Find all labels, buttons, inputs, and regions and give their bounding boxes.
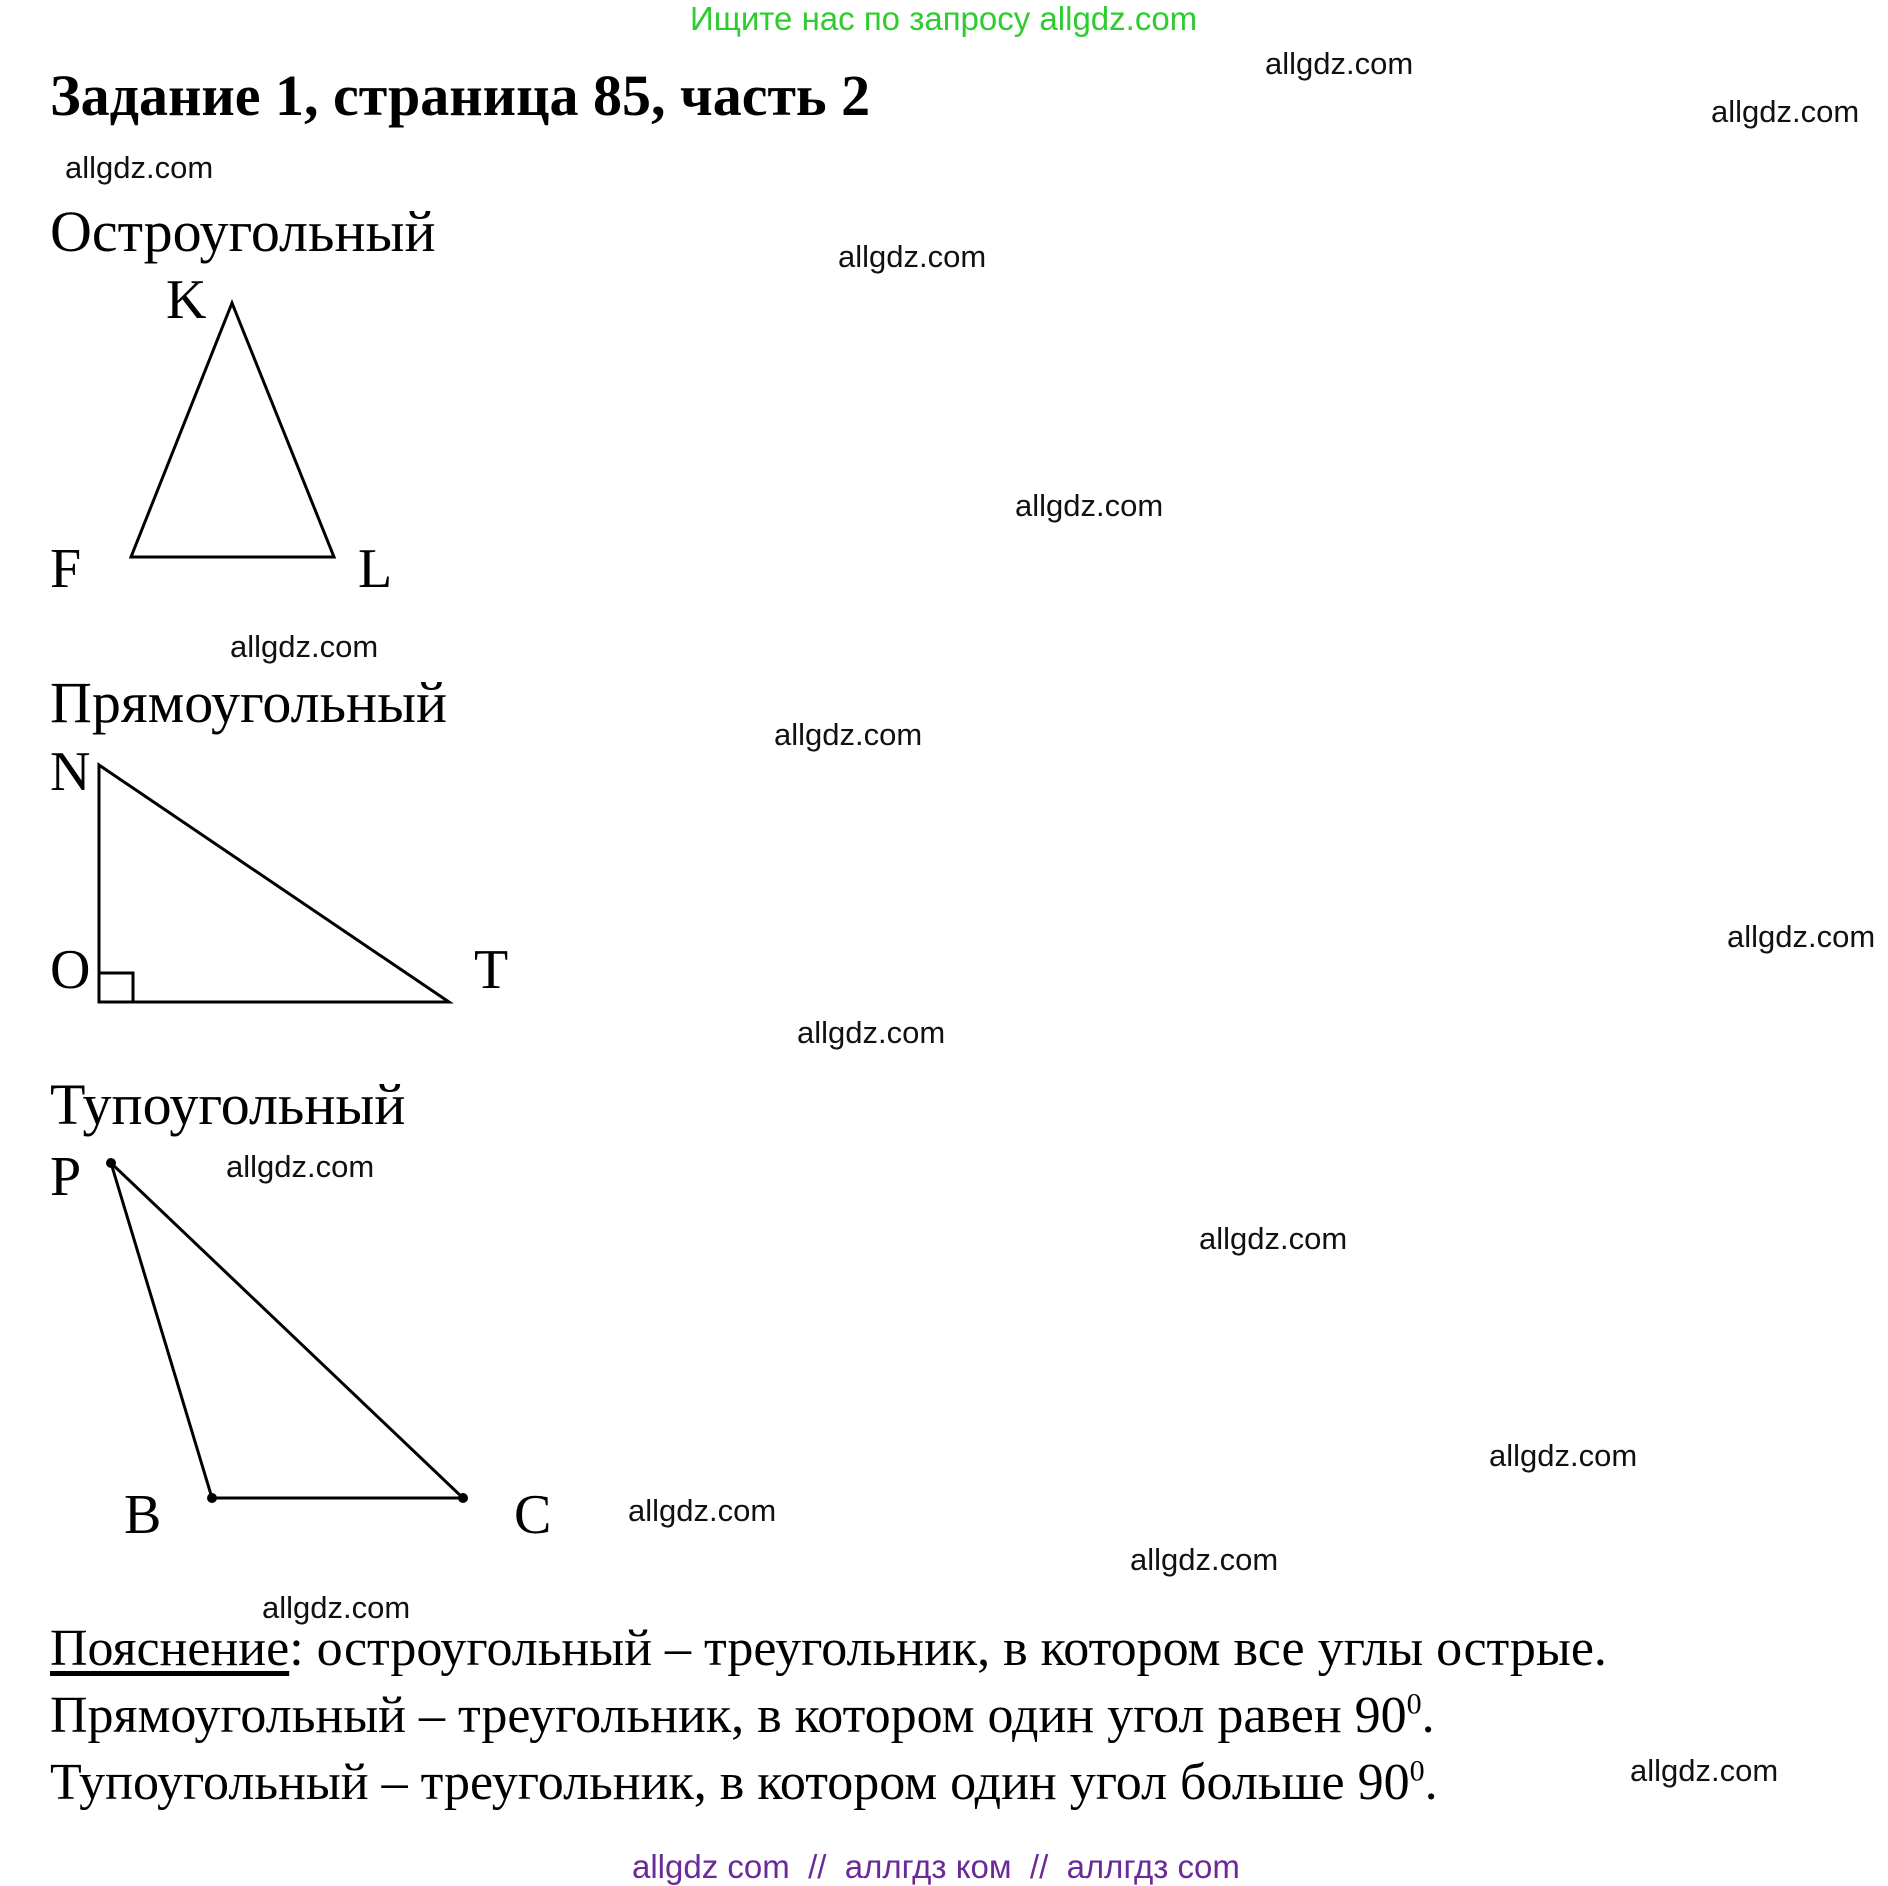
watermark: allgdz.com [1727,919,1876,954]
vertex-l-label: L [358,538,393,600]
vertex-n-label: N [50,741,91,803]
point-c-dot [458,1493,468,1503]
vertex-t-label: T [474,939,509,1001]
watermark: allgdz.com [774,717,923,752]
watermark: allgdz.com [65,150,214,185]
watermark: allgdz.com [1630,1753,1779,1788]
acute-heading: Остроугольный [50,199,436,264]
vertex-b-label: B [124,1484,162,1546]
search-banner: Ищите нас по запросу allgdz.com [690,0,1198,37]
point-p-dot [106,1158,116,1168]
explanation-line-2: Прямоугольный – треугольник, в котором один угол равен $90^0$. [50,1687,1435,1744]
right-angle-marker [99,973,133,1002]
watermark: allgdz.com [1130,1542,1279,1577]
right-triangle-not [99,765,449,1002]
obtuse-heading: Тупоугольный [50,1072,406,1137]
page-title: Задание 1, страница 85, часть 2 [50,63,871,128]
watermark: allgdz.com [838,239,987,274]
watermark: allgdz.com [1489,1438,1638,1473]
watermark: allgdz.com [1265,46,1414,81]
vertex-o-label: O [50,939,91,1001]
watermark: allgdz.com [230,629,379,664]
watermark: allgdz.com [628,1493,777,1528]
vertex-f-label: F [50,538,82,600]
explanation-label: Пояснение [50,1620,290,1677]
vertex-k-label: K [166,269,207,331]
watermark: allgdz.com [1199,1221,1348,1256]
acute-triangle-kfl [131,303,334,557]
vertex-c-label: C [514,1484,552,1546]
watermark: allgdz.com [262,1590,411,1625]
watermark: allgdz.com [797,1015,946,1050]
watermark: allgdz.com [226,1149,375,1184]
footer-links: allgdz com // аллгдз ком // аллгдз com [632,1848,1240,1885]
point-b-dot [207,1493,217,1503]
explanation-line-3: Тупоугольный – треугольник, в котором один угол больше $90^0$. [50,1754,1438,1811]
vertex-p-label: P [50,1146,82,1208]
obtuse-triangle-pbc [111,1163,463,1498]
right-heading: Прямоугольный [50,670,448,735]
watermark: allgdz.com [1015,488,1164,523]
explanation-line-1: Пояснение: остроугольный – треугольник, в котором все углы острые. [50,1620,1607,1677]
watermark: allgdz.com [1711,94,1860,129]
